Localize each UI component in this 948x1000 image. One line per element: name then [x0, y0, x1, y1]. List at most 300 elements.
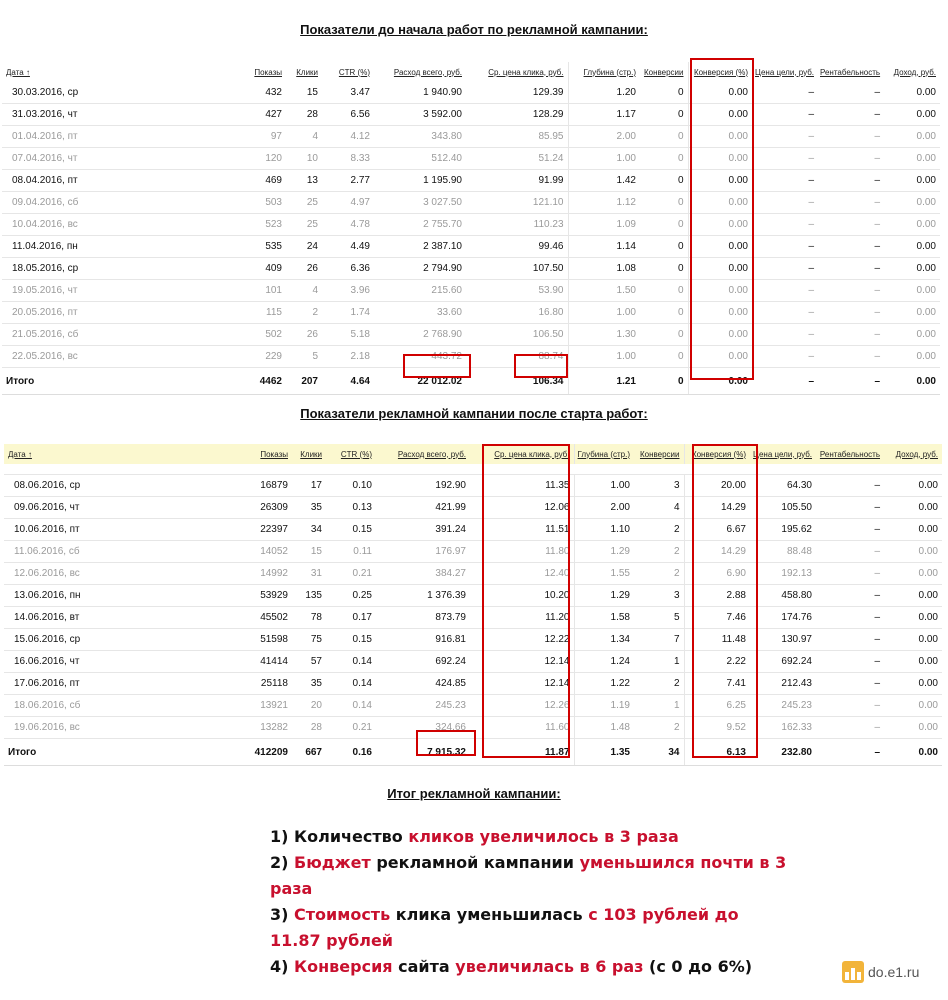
cell-income: 0.00 — [884, 302, 940, 324]
cell-date: 09.04.2016, сб — [2, 192, 232, 214]
cell-shows: 503 — [232, 192, 286, 214]
col-header-profitability[interactable]: Рентабельность — [820, 67, 881, 77]
cell-clicks: 15 — [286, 82, 322, 104]
cell-spend: 873.79 — [376, 607, 470, 629]
cell-date: 22.05.2016, вс — [2, 346, 232, 368]
cell-conversions: 1 — [634, 695, 684, 717]
cell-spend: 916.81 — [376, 629, 470, 651]
cell-conversions: 0 — [640, 280, 688, 302]
cell-goal-price: 162.33 — [750, 717, 816, 739]
cell-goal-price: 64.30 — [750, 475, 816, 497]
cell-clicks: 28 — [286, 104, 322, 126]
table-row — [4, 497, 942, 519]
cell-date: 16.06.2016, чт — [4, 651, 236, 673]
cell-profitability: – — [816, 563, 884, 585]
cell-clicks: 57 — [292, 651, 326, 673]
col-header-ctr[interactable]: CTR (%) — [340, 449, 372, 459]
cell-conversion-rate: 14.29 — [684, 541, 750, 563]
cell-date: 19.05.2016, чт — [2, 280, 232, 302]
cell-conversions: 0 — [640, 324, 688, 346]
cell-goal-price: – — [752, 324, 818, 346]
cell-conversions: 2 — [634, 541, 684, 563]
cell-date: 19.06.2016, вс — [4, 717, 236, 739]
cell-ctr: 4.64 — [322, 368, 374, 395]
col-header-goal-price[interactable]: Цена цели, руб. — [755, 67, 814, 77]
cell-clicks: 78 — [292, 607, 326, 629]
cell-click-price: 106.34 — [466, 368, 568, 395]
cell-spend: 2 794.90 — [374, 258, 466, 280]
cell-spend: 1 376.39 — [376, 585, 470, 607]
cell-shows: 535 — [232, 236, 286, 258]
cell-shows: 14992 — [236, 563, 292, 585]
cell-ctr: 5.18 — [322, 324, 374, 346]
cell-profitability: – — [818, 236, 884, 258]
cell-clicks: 4 — [286, 126, 322, 148]
cell-conversion-rate: 6.25 — [684, 695, 750, 717]
cell-shows: 14052 — [236, 541, 292, 563]
cell-click-price: 12.06 — [470, 497, 574, 519]
table-header-row — [4, 444, 942, 464]
cell-profitability: – — [818, 192, 884, 214]
col-header-depth[interactable]: Глубина (стр.) — [583, 67, 636, 77]
cell-click-price: 12.14 — [470, 673, 574, 695]
cell-click-price: 11.51 — [470, 519, 574, 541]
cell-clicks: 5 — [286, 346, 322, 368]
cell-conversions: 0 — [640, 148, 688, 170]
cell-ctr: 0.17 — [326, 607, 376, 629]
cell-shows: 51598 — [236, 629, 292, 651]
cell-date: 01.04.2016, пт — [2, 126, 232, 148]
col-header-shows[interactable]: Показы — [260, 449, 288, 459]
cell-shows: 523 — [232, 214, 286, 236]
cell-date: 21.05.2016, сб — [2, 324, 232, 346]
summary-number: 4) — [270, 957, 289, 976]
cell-goal-price: – — [752, 258, 818, 280]
cell-spend: 176.97 — [376, 541, 470, 563]
cell-profitability: – — [816, 629, 884, 651]
table-row — [2, 148, 940, 170]
cell-clicks: 20 — [292, 695, 326, 717]
spacer-cell — [4, 464, 942, 475]
col-header-conversions[interactable]: Конверсии — [634, 444, 684, 464]
cell-spend: 22 012.02 — [374, 368, 466, 395]
cell-depth: 1.42 — [568, 170, 640, 192]
col-header-date[interactable]: Дата ↑ — [6, 67, 30, 77]
cell-income: 0.00 — [884, 563, 942, 585]
cell-conversions: 5 — [634, 607, 684, 629]
cell-date: 17.06.2016, пт — [4, 673, 236, 695]
cell-conversions: 0 — [640, 170, 688, 192]
cell-spend: 2 387.10 — [374, 236, 466, 258]
summary-item-1 — [270, 824, 790, 850]
cell-shows: 97 — [232, 126, 286, 148]
table-row — [4, 563, 942, 585]
summary-number: 3) — [270, 905, 289, 924]
cell-profitability: – — [818, 258, 884, 280]
summary-highlight: кликов увеличилось в 3 раза — [408, 827, 679, 846]
cell-depth: 1.58 — [574, 607, 634, 629]
cell-conversions: 34 — [634, 739, 684, 766]
cell-depth: 2.00 — [568, 126, 640, 148]
cell-income: 0.00 — [884, 475, 942, 497]
summary-highlight: увеличилась в 6 раз — [455, 957, 644, 976]
cell-spend: 424.85 — [376, 673, 470, 695]
cell-depth: 1.35 — [574, 739, 634, 766]
summary-highlight: Конверсия — [294, 957, 393, 976]
cell-depth: 1.14 — [568, 236, 640, 258]
cell-ctr: 4.12 — [322, 126, 374, 148]
cell-goal-price: 245.23 — [750, 695, 816, 717]
cell-conversions: 1 — [634, 651, 684, 673]
cell-conversions: 2 — [634, 519, 684, 541]
cell-clicks: 207 — [286, 368, 322, 395]
cell-conversion-rate: 0.00 — [688, 302, 752, 324]
cell-clicks: 75 — [292, 629, 326, 651]
cell-spend: 3 027.50 — [374, 192, 466, 214]
summary-item-4 — [270, 954, 790, 980]
cell-income: 0.00 — [884, 126, 940, 148]
cell-income: 0.00 — [884, 324, 940, 346]
cell-date: 09.06.2016, чт — [4, 497, 236, 519]
cell-income: 0.00 — [884, 607, 942, 629]
cell-spend: 215.60 — [374, 280, 466, 302]
cell-date: 31.03.2016, чт — [2, 104, 232, 126]
cell-income: 0.00 — [884, 346, 940, 368]
cell-spend: 2 768.90 — [374, 324, 466, 346]
cell-goal-price: – — [752, 368, 818, 395]
cell-profitability: – — [816, 717, 884, 739]
cell-conversions: 0 — [640, 82, 688, 104]
cell-income: 0.00 — [884, 695, 942, 717]
cell-conversion-rate: 0.00 — [688, 104, 752, 126]
cell-conversions: 2 — [634, 563, 684, 585]
cell-income: 0.00 — [884, 739, 942, 766]
cell-date: 11.06.2016, сб — [4, 541, 236, 563]
cell-conversion-rate: 6.90 — [684, 563, 750, 585]
table-row — [2, 346, 940, 368]
cell-shows: 53929 — [236, 585, 292, 607]
cell-click-price: 12.26 — [470, 695, 574, 717]
table-spacer-row — [4, 464, 942, 475]
cell-conversions: 4 — [634, 497, 684, 519]
cell-clicks: 25 — [286, 192, 322, 214]
summary-item-3 — [270, 902, 790, 954]
cell-conversion-rate: 0.00 — [688, 236, 752, 258]
cell-income: 0.00 — [884, 651, 942, 673]
cell-income: 0.00 — [884, 717, 942, 739]
cell-clicks: 15 — [292, 541, 326, 563]
cell-clicks: 135 — [292, 585, 326, 607]
cell-conversions: 3 — [634, 475, 684, 497]
cell-depth: 1.29 — [574, 541, 634, 563]
cell-spend: 421.99 — [376, 497, 470, 519]
col-header-income[interactable]: Доход, руб. — [893, 67, 936, 77]
summary-text: Количество — [294, 827, 403, 846]
col-header-spend[interactable]: Расход всего, руб. — [393, 67, 462, 77]
cell-goal-price: 232.80 — [750, 739, 816, 766]
cell-spend: 324.66 — [376, 717, 470, 739]
cell-date: 30.03.2016, ср — [2, 82, 232, 104]
cell-clicks: 667 — [292, 739, 326, 766]
cell-click-price: 106.50 — [466, 324, 568, 346]
cell-date: 08.06.2016, ср — [4, 475, 236, 497]
cell-depth: 1.55 — [574, 563, 634, 585]
cell-conversion-rate: 0.00 — [688, 148, 752, 170]
summary-text: рекламной кампании — [376, 853, 574, 872]
table-row — [4, 607, 942, 629]
cell-clicks: 26 — [286, 324, 322, 346]
cell-ctr: 4.49 — [322, 236, 374, 258]
cell-spend: 3 592.00 — [374, 104, 466, 126]
cell-conversion-rate: 20.00 — [684, 475, 750, 497]
table-row — [4, 695, 942, 717]
col-header-spend[interactable]: Расход всего, руб. — [397, 449, 466, 459]
cell-profitability: – — [816, 607, 884, 629]
cell-clicks: 10 — [286, 148, 322, 170]
cell-shows: 469 — [232, 170, 286, 192]
cell-profitability: – — [818, 82, 884, 104]
col-header-shows[interactable]: Показы — [254, 67, 282, 77]
cell-date: 18.05.2016, ср — [2, 258, 232, 280]
cell-shows: 229 — [232, 346, 286, 368]
cell-ctr: 1.74 — [322, 302, 374, 324]
section-title-after: Показатели рекламной кампании после старта работ: — [300, 406, 648, 421]
cell-conversion-rate: 0.00 — [688, 258, 752, 280]
cell-conversion-rate: 9.52 — [684, 717, 750, 739]
cell-goal-price: 458.80 — [750, 585, 816, 607]
table-row — [4, 585, 942, 607]
col-header-profitability[interactable]: Рентабельность — [819, 449, 880, 459]
cell-income: 0.00 — [884, 673, 942, 695]
cell-profitability: – — [816, 695, 884, 717]
cell-shows: 13921 — [236, 695, 292, 717]
cell-goal-price: – — [752, 104, 818, 126]
cell-click-price: 10.20 — [470, 585, 574, 607]
table-row — [2, 214, 940, 236]
cell-ctr: 8.33 — [322, 148, 374, 170]
cell-ctr: 0.10 — [326, 475, 376, 497]
cell-conversions: 0 — [640, 236, 688, 258]
cell-depth: 1.12 — [568, 192, 640, 214]
cell-goal-price: – — [752, 280, 818, 302]
cell-spend: 1 195.90 — [374, 170, 466, 192]
cell-conversions: 0 — [640, 192, 688, 214]
cell-ctr: 0.14 — [326, 651, 376, 673]
cell-conversions: 0 — [640, 104, 688, 126]
cell-profitability: – — [818, 104, 884, 126]
cell-spend: 512.40 — [374, 148, 466, 170]
cell-shows: 16879 — [236, 475, 292, 497]
section-title-before: Показатели до начала работ по рекламной кампании: — [300, 22, 648, 37]
col-header-clicks[interactable]: Клики — [300, 449, 322, 459]
summary-highlight: с 103 рублей до 11.87 рублей — [270, 905, 739, 950]
cell-profitability: – — [818, 302, 884, 324]
cell-date: 20.05.2016, пт — [2, 302, 232, 324]
cell-ctr: 4.97 — [322, 192, 374, 214]
cell-clicks: 24 — [286, 236, 322, 258]
cell-goal-price: 105.50 — [750, 497, 816, 519]
cell-date: 10.06.2016, пт — [4, 519, 236, 541]
cell-income: 0.00 — [884, 585, 942, 607]
cell-depth: 1.17 — [568, 104, 640, 126]
cell-profitability: – — [816, 475, 884, 497]
cell-click-price: 11.20 — [470, 607, 574, 629]
cell-ctr: 0.25 — [326, 585, 376, 607]
cell-profitability: – — [818, 280, 884, 302]
cell-date: 14.06.2016, вт — [4, 607, 236, 629]
cell-conversion-rate: 0.00 — [688, 346, 752, 368]
cell-click-price: 11.87 — [470, 739, 574, 766]
cell-goal-price: – — [752, 82, 818, 104]
cell-ctr: 0.16 — [326, 739, 376, 766]
cell-shows: 4462 — [232, 368, 286, 395]
table-row — [4, 475, 942, 497]
cell-conversion-rate: 2.22 — [684, 651, 750, 673]
cell-income: 0.00 — [884, 629, 942, 651]
cell-conversions: 0 — [640, 346, 688, 368]
cell-shows: 22397 — [236, 519, 292, 541]
col-header-conversion-rate[interactable]: Конверсия (%) — [691, 449, 746, 459]
cell-income: 0.00 — [884, 541, 942, 563]
table-row — [2, 258, 940, 280]
summary-highlight: уменьшился почти в 3 раза — [270, 853, 787, 898]
cell-shows: 25118 — [236, 673, 292, 695]
cell-click-price: 128.29 — [466, 104, 568, 126]
cell-click-price: 53.90 — [466, 280, 568, 302]
cell-ctr: 0.13 — [326, 497, 376, 519]
cell-clicks: 35 — [292, 673, 326, 695]
cell-conversion-rate: 0.00 — [688, 368, 752, 395]
col-header-click-price[interactable]: Ср. цена клика, руб. — [470, 444, 574, 464]
cell-ctr: 6.36 — [322, 258, 374, 280]
cell-profitability: – — [818, 148, 884, 170]
cell-click-price: 88.74 — [466, 346, 568, 368]
cell-conversion-rate: 0.00 — [688, 324, 752, 346]
cell-conversions: 0 — [640, 258, 688, 280]
cell-goal-price: 692.24 — [750, 651, 816, 673]
col-header-depth[interactable]: Глубина (стр.) — [577, 449, 630, 459]
table-total-row — [4, 739, 942, 766]
cell-goal-price: – — [752, 170, 818, 192]
cell-conversion-rate: 0.00 — [688, 170, 752, 192]
cell-spend: 2 755.70 — [374, 214, 466, 236]
cell-click-price: 110.23 — [466, 214, 568, 236]
cell-ctr: 2.77 — [322, 170, 374, 192]
col-header-conversions[interactable]: Конверсии — [640, 62, 688, 82]
cell-income: 0.00 — [884, 192, 940, 214]
cell-clicks: 13 — [286, 170, 322, 192]
cell-depth: 1.09 — [568, 214, 640, 236]
cell-conversions: 0 — [640, 126, 688, 148]
table-row — [2, 126, 940, 148]
cell-conversion-rate: 0.00 — [688, 280, 752, 302]
cell-ctr: 0.21 — [326, 563, 376, 585]
cell-conversion-rate: 7.41 — [684, 673, 750, 695]
cell-conversion-rate: 2.88 — [684, 585, 750, 607]
cell-spend: 33.60 — [374, 302, 466, 324]
cell-spend: 692.24 — [376, 651, 470, 673]
cell-shows: 26309 — [236, 497, 292, 519]
cell-income: 0.00 — [884, 236, 940, 258]
cell-depth: 1.22 — [574, 673, 634, 695]
cell-profitability: – — [816, 651, 884, 673]
col-header-conversion-rate[interactable]: Конверсия (%) — [693, 67, 748, 77]
cell-goal-price: – — [752, 192, 818, 214]
cell-shows: 45502 — [236, 607, 292, 629]
table-row — [4, 673, 942, 695]
cell-clicks: 2 — [286, 302, 322, 324]
col-header-goal-price[interactable]: Цена цели, руб. — [753, 449, 812, 459]
table-header-row — [2, 62, 940, 82]
cell-date: 15.06.2016, ср — [4, 629, 236, 651]
col-header-ctr[interactable]: CTR (%) — [338, 67, 370, 77]
summary-list — [270, 824, 790, 980]
cell-spend: 443.72 — [374, 346, 466, 368]
cell-clicks: 4 — [286, 280, 322, 302]
cell-ctr: 0.15 — [326, 519, 376, 541]
cell-goal-price: – — [752, 126, 818, 148]
col-header-click-price[interactable]: Ср. цена клика, руб. — [466, 62, 568, 82]
cell-ctr: 0.21 — [326, 717, 376, 739]
cell-click-price: 16.80 — [466, 302, 568, 324]
cell-goal-price: – — [752, 346, 818, 368]
cell-profitability: – — [818, 368, 884, 395]
cell-click-price: 12.14 — [470, 651, 574, 673]
table-row — [2, 280, 940, 302]
cell-click-price: 129.39 — [466, 82, 568, 104]
summary-number: 2) — [270, 853, 289, 872]
cell-profitability: – — [818, 170, 884, 192]
cell-conversion-rate: 0.00 — [688, 214, 752, 236]
cell-click-price: 85.95 — [466, 126, 568, 148]
cell-conversion-rate: 11.48 — [684, 629, 750, 651]
cell-conversions: 7 — [634, 629, 684, 651]
cell-ctr: 0.14 — [326, 695, 376, 717]
cell-date: 10.04.2016, вс — [2, 214, 232, 236]
summary-text: клика уменьшилась — [395, 905, 583, 924]
cell-spend: 245.23 — [376, 695, 470, 717]
cell-income: 0.00 — [884, 519, 942, 541]
cell-income: 0.00 — [884, 280, 940, 302]
table-row — [2, 302, 940, 324]
cell-depth: 1.29 — [574, 585, 634, 607]
col-header-date[interactable]: Дата ↑ — [8, 449, 32, 459]
cell-click-price: 12.22 — [470, 629, 574, 651]
cell-conversions: 2 — [634, 717, 684, 739]
cell-depth: 1.50 — [568, 280, 640, 302]
cell-conversion-rate: 0.00 — [688, 192, 752, 214]
col-header-clicks[interactable]: Клики — [296, 67, 318, 77]
cell-income: 0.00 — [884, 368, 940, 395]
cell-shows: 432 — [232, 82, 286, 104]
summary-item-2 — [270, 850, 790, 902]
stats-table-before — [2, 62, 940, 395]
col-header-income[interactable]: Доход, руб. — [895, 449, 938, 459]
cell-profitability: – — [816, 585, 884, 607]
section-title-summary: Итог рекламной кампании: — [387, 786, 561, 801]
cell-income: 0.00 — [884, 258, 940, 280]
cell-goal-price: – — [752, 236, 818, 258]
cell-profitability: – — [818, 126, 884, 148]
cell-click-price: 11.80 — [470, 541, 574, 563]
cell-conversion-rate: 0.00 — [688, 82, 752, 104]
table-row — [2, 324, 940, 346]
cell-shows: 13282 — [236, 717, 292, 739]
cell-spend: 192.90 — [376, 475, 470, 497]
cell-date: Итого — [4, 739, 236, 766]
summary-text: сайта — [398, 957, 450, 976]
cell-date: 07.04.2016, чт — [2, 148, 232, 170]
